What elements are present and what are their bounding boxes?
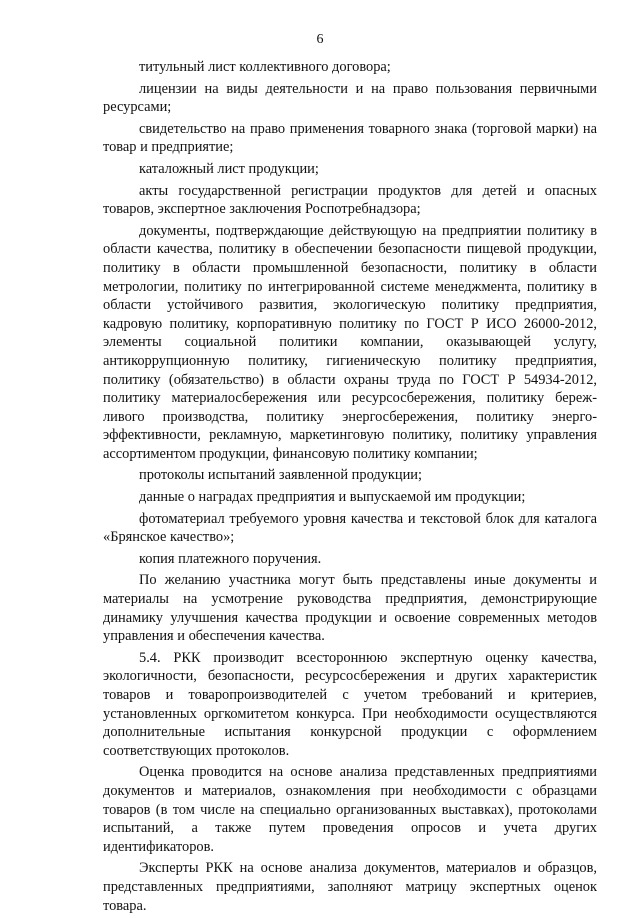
list-item-licenses: лицензии на виды деятельности и на право пользования первичными ресурсами; [103,80,597,116]
document-body [103,58,597,918]
list-item-catalog-sheet: каталожный лист продукции; [139,160,319,177]
paragraph-section-5-4: 5.4. РКК производит всестороннюю экспертную оценку качества, экологичности, безопасности, ресурсосбережения и других характеристик товаров и товаропроизводителей с учетом требований и критериев, установленных оргкомитетом конкурса. При необходимости осуществляются дополнительные испытания конкурсной продукции с оформлением соответствующих протоколов. [103,649,597,759]
paragraph-additional-documents: По желанию участника могут быть представлены иные документы и материалы на усмотрение руководства предприятия, демонстрирующие динамику улучшения качества продукции и освоение современных методов управления и обеспечения качества. [103,572,597,645]
list-item-test-reports: протоколы испытаний заявленной продукции; [139,467,422,484]
list-item-policy-documents: документы, подтверждающие действующую на предприятии политику в области качества, политику в обеспечении безопасности пищевой продукции, политику в области промышленной безопасности, политику в области метрологии, политику по интегрированной системе менеджмента, политику в области устойчивого развития, экологическую политику предприятия, кадровую политику, корпоративную политику по ГОСТ Р ИСО 26000-2012, элементы социальной политики компании, оказывающей услугу, антикоррупционную политику, гигиеническую политику предприятия, политику (обязательство) в области охраны труда по ГОСТ Р 54934-2012, политику материалосбережения или ресурсосбережения, политику береж-ливого производства, политику энергосбережения, политику энерго-эффективности, рекламную, маркетинговую политику, политику управления ассортиментом продукции, финансовую политику компании; [103,222,597,462]
list-item-awards: данные о наградах предприятия и выпускаемой им продукции; [139,489,526,506]
list-item-registration-acts: акты государственной регистрации продуктов для детей и опасных товаров, экспертное заключения Роспотребнадзора; [103,182,597,218]
paragraph-evaluation-basis: Оценка проводится на основе анализа представленных предприятиями документов и материалов, ознакомления при необходимости с образцами товаров (в том числе на специально организованных выставках), протоколами испытаний, а также путем проведения опросов и учета других идентификаторов. [103,764,597,855]
list-item-payment-order: копия платежного поручения. [139,550,322,567]
list-item-trademark-certificate: свидетельство на право применения товарного знака (торговой марки) на товар и предприятие; [103,120,597,156]
list-item-photo-material: фотоматериал требуемого уровня качества и текстовой блок для каталога «Брянское качество»; [103,510,597,546]
paragraph-experts-matrix: Эксперты РКК на основе анализа документов, материалов и образцов, представленных предприятиями, заполняют матрицу экспертных оценок товара. [103,860,597,914]
page-number: 6 [316,32,324,47]
list-item-title-page: титульный лист коллективного договора; [139,59,391,75]
